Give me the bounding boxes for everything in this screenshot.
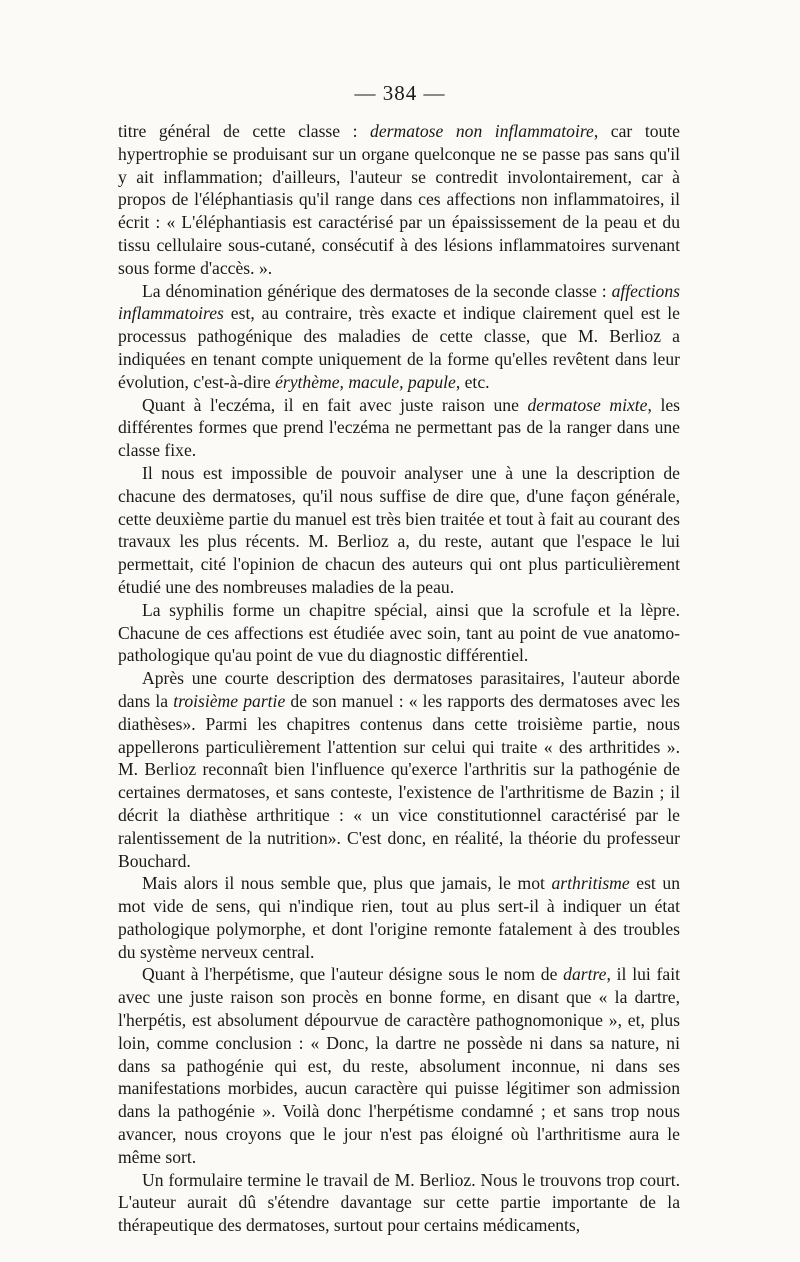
page-number: — 384 —	[354, 81, 446, 105]
italic-term: dartre	[563, 964, 607, 985]
body-text	[118, 120, 680, 1237]
text-run: Après une courte description des dermatoses parasitaires, l'auteur aborde dans la	[118, 668, 680, 711]
text-run: La syphilis forme un chapitre spécial, ainsi que la scrofule et la lèpre. Chacune de ces affections est étudiée avec soin, tant au point de vue anatomo-pathologique qu'au point de vue du diagnostic différentiel.	[118, 599, 680, 666]
italic-term: troisième partie	[173, 690, 286, 711]
text-run: est un mot vide de sens, qui n'indique rien, tout au plus sert-il à indiquer un état pathologique polymorphe, et dont l'origine remonte fatalement à des troubles du système nerveux central.	[118, 873, 680, 962]
text-run: Il nous est impossible de pouvoir analyser une à une la description de chacune des dermatoses, qu'il nous suffise de dire que, d'une façon générale, cette deuxième partie du manuel est très bien traitée et tout à fait au courant des travaux les plus récents. M. Berlioz a, du reste, autant que l'espace le lui permettait, cité l'opinion de chacun des auteurs qui ont plus particulièrement étudié une des nombreuses maladies de la peau.	[118, 462, 680, 597]
paragraph-p3	[118, 394, 680, 462]
italic-term: érythème, macule, papule	[275, 371, 456, 392]
text-run: Un formulaire termine le travail de M. Berlioz. Nous le trouvons trop court. L'auteur aurait dû s'étendre davantage sur cette partie importante de la thérapeutique des dermatoses, surtout pour certains médicaments,	[118, 1169, 680, 1236]
paragraph-p2	[118, 280, 680, 394]
italic-term: dermatose non inflammatoire	[370, 121, 594, 141]
paragraph-p9	[118, 1169, 680, 1237]
italic-term: arthritisme	[551, 873, 630, 894]
text-run: Quant à l'herpétisme, que l'auteur désigne sous le nom de	[142, 964, 564, 985]
text-run: , les différentes formes que prend l'eczéma ne permettant pas de la ranger dans une classe fixe.	[118, 394, 681, 461]
paragraph-p8	[118, 963, 680, 1168]
text-run: est, au contraire, très exacte et indique clairement quel est le processus pathogénique des maladies de cette classe, que M. Berlioz a indiquées en tenant compte uniquement de la forme qu'elles revêtent dans leur évolution, c'est-à-dire	[118, 303, 680, 392]
italic-term: affections inflammatoires	[118, 280, 680, 324]
text-run: Quant à l'eczéma, il en fait avec juste raison une	[142, 394, 528, 415]
paragraph-p5	[118, 599, 680, 667]
text-run: Mais alors il nous semble que, plus que jamais, le mot	[142, 873, 552, 894]
text-run: , etc.	[455, 371, 490, 392]
text-run: La dénomination générique des dermatoses de la seconde classe :	[142, 280, 612, 301]
text-run: , car toute hypertrophie se produisant sur un organe quelconque ne se passe pas sans qu'il y ait inflammation; d'ailleurs, l'auteur se contredit involontairement, car à propos de l'éléphantiasis qu'il range dans ces affections non inflammatoires, il écrit : « L'éléphantiasis est caractérisé par un épaississement de la peau et du tissu cellulaire sous-cutané, consécutif à des lésions inflammatoires survenant sous forme d'accès. ».	[118, 121, 680, 278]
paragraph-p4	[118, 462, 680, 599]
italic-term: dermatose mixte	[527, 394, 648, 415]
paragraph-p6	[118, 667, 680, 872]
paragraph-p1	[118, 120, 680, 280]
paragraph-p7	[118, 872, 680, 963]
text-run: , il lui fait avec une juste raison son procès en bonne forme, en disant que « la dartre, l'herpétis, est absolument dépourvue de caractère pathognomonique », et, plus loin, comme conclusion : « Donc, la dartre ne possède ni dans sa nature, ni dans sa pathogénie qui est, du reste, absolument inconnue, ni dans ses manifestations morbides, aucun caractère qui puisse légitimer son admission dans la pathogénie ». Voilà donc l'herpétisme condamné ; et sans trop nous avancer, nous croyons que le jour n'est pas éloigné où l'arthritisme aura le même sort.	[118, 964, 680, 1167]
text-run: de son manuel : « les rapports des dermatoses avec les diathèses». Parmi les chapitres contenus dans cette troisième partie, nous appellerons particulièrement l'attention sur celui qui traite « des arthritides ». M. Berlioz reconnaît bien l'influence qu'exerce l'arthritis sur la pathogénie de certaines dermatoses, et sans conteste, l'existence de l'arthritisme de Bazin ; il décrit la diathèse arthritique : « un vice constitutionnel caractérisé par le ralentissement de la nutrition». C'est donc, en réalité, la théorie du professeur Bouchard.	[118, 690, 681, 871]
text-run: titre général de cette classe :	[118, 121, 371, 141]
